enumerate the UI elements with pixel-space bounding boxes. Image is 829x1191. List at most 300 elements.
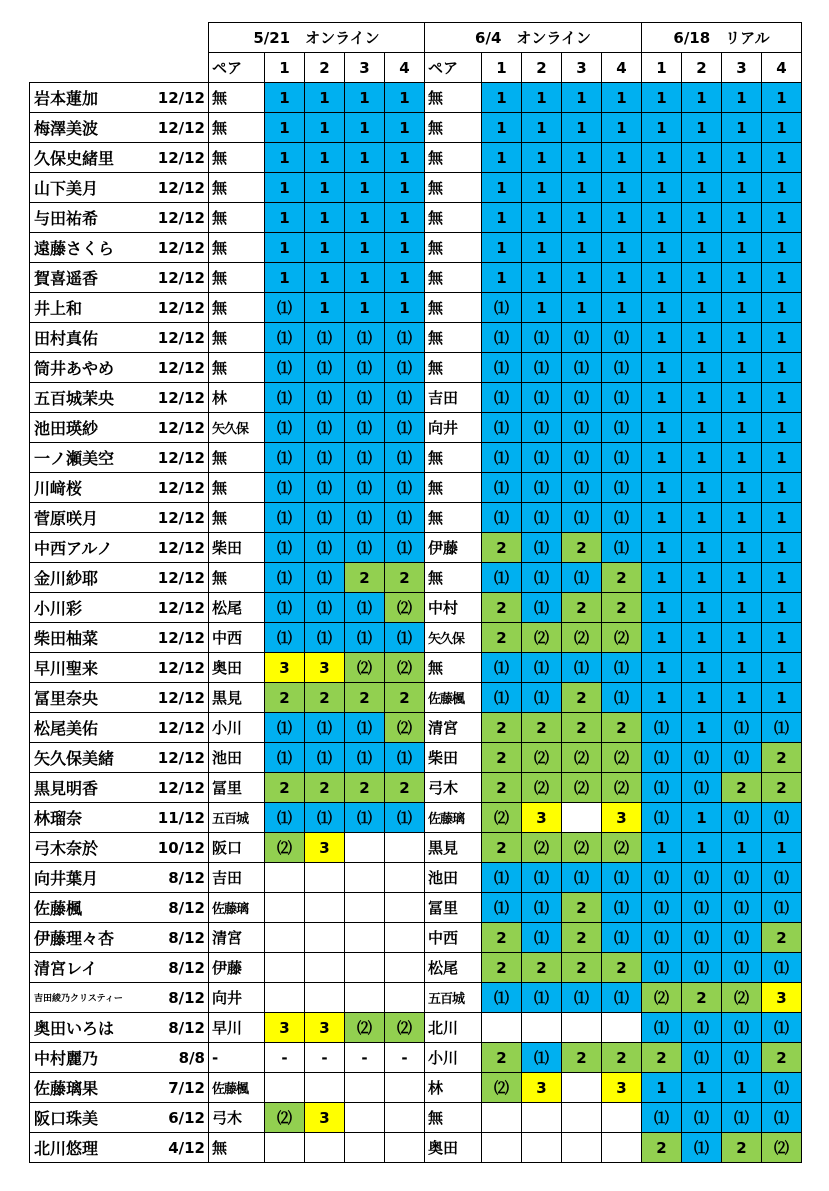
table-row (30, 683, 802, 713)
session-cell: 1 (482, 83, 522, 113)
pair-partner: 無 (209, 203, 265, 233)
session-cell (385, 983, 425, 1013)
session-cell: 1 (522, 293, 562, 323)
session-cell (345, 923, 385, 953)
session-cell: ⑴ (265, 743, 305, 773)
pair-partner: 無 (209, 263, 265, 293)
session-cell: 2 (385, 773, 425, 803)
session-cell: ⑴ (722, 713, 762, 743)
session-cell: ⑴ (265, 473, 305, 503)
session-cell: 1 (722, 113, 762, 143)
session-cell: ⑵ (642, 983, 682, 1013)
session-cell: ⑴ (265, 563, 305, 593)
session-cell: 2 (385, 563, 425, 593)
session-cell: 1 (722, 413, 762, 443)
session-cell (385, 1133, 425, 1163)
session-cell (522, 1103, 562, 1133)
pair-partner: 向井 (209, 983, 265, 1013)
table-row (30, 83, 802, 113)
session-cell: 1 (562, 233, 602, 263)
session-cell: ⑵ (522, 743, 562, 773)
session-cell: ⑵ (385, 653, 425, 683)
session-cell: ⑵ (562, 773, 602, 803)
session-cell: 2 (385, 683, 425, 713)
session-cell: 1 (682, 113, 722, 143)
session-cell: 3 (522, 803, 562, 833)
session-cell: 1 (385, 173, 425, 203)
table-row (30, 233, 802, 263)
session-cell: 2 (562, 713, 602, 743)
session-cell (305, 953, 345, 983)
session-cell: ⑴ (682, 1013, 722, 1043)
session-cell: 1 (345, 293, 385, 323)
session-cell: 1 (642, 83, 682, 113)
session-cell: 1 (642, 503, 682, 533)
session-cell: ⑴ (642, 953, 682, 983)
session-cell: 2 (562, 593, 602, 623)
session-cell: - (305, 1043, 345, 1073)
session-cell: ⑴ (602, 413, 642, 443)
attendance-score: 12/12 (152, 593, 209, 623)
session-cell: 1 (762, 443, 802, 473)
session-cell: ⑴ (305, 503, 345, 533)
member-name: 北川悠理 (30, 1133, 152, 1163)
session-cell: ⑵ (522, 623, 562, 653)
member-name: 中西アルノ (30, 533, 152, 563)
session-cell: ⑴ (522, 443, 562, 473)
session-cell: ⑴ (522, 473, 562, 503)
session-cell: ⑵ (265, 1103, 305, 1133)
session-cell: ⑴ (562, 323, 602, 353)
member-name: 矢久保美緒 (30, 743, 152, 773)
attendance-score: 12/12 (152, 533, 209, 563)
session-cell: ⑵ (265, 833, 305, 863)
session-cell (602, 1013, 642, 1043)
session-cell: ⑴ (385, 413, 425, 443)
session-cell: 2 (562, 683, 602, 713)
attendance-score: 8/8 (152, 1043, 209, 1073)
session-cell: ⑴ (762, 803, 802, 833)
session-cell: 3 (305, 1103, 345, 1133)
session-cell: 1 (722, 203, 762, 233)
session-cell: 1 (305, 233, 345, 263)
table-row (30, 203, 802, 233)
member-name: 川﨑桜 (30, 473, 152, 503)
session-cell: 2 (642, 1133, 682, 1163)
session-cell: 2 (482, 773, 522, 803)
session-cell: ⑵ (562, 833, 602, 863)
event-header: 5/21 オンライン (209, 23, 425, 53)
session-cell: 2 (562, 1043, 602, 1073)
session-cell: ⑴ (722, 1043, 762, 1073)
session-cell: 1 (722, 653, 762, 683)
session-cell: 3 (305, 653, 345, 683)
session-cell: ⑴ (522, 353, 562, 383)
table-row (30, 593, 802, 623)
session-cell (385, 893, 425, 923)
session-cell: ⑴ (482, 473, 522, 503)
session-cell: 1 (762, 173, 802, 203)
pair-header: ペア (425, 53, 482, 83)
session-cell (305, 923, 345, 953)
session-cell: 1 (682, 803, 722, 833)
table-row (30, 413, 802, 443)
member-name: 五百城茉央 (30, 383, 152, 413)
schedule-table (29, 22, 802, 1163)
session-cell: 1 (762, 323, 802, 353)
session-cell: ⑴ (482, 863, 522, 893)
session-cell: 2 (602, 563, 642, 593)
session-cell (562, 1103, 602, 1133)
session-cell: 1 (682, 473, 722, 503)
session-cell: ⑴ (345, 323, 385, 353)
pair-partner: 矢久保 (209, 413, 265, 443)
member-name: 弓木奈於 (30, 833, 152, 863)
session-cell: ⑴ (345, 353, 385, 383)
session-cell: 1 (722, 1073, 762, 1103)
session-cell: ⑴ (345, 383, 385, 413)
session-cell: 1 (642, 203, 682, 233)
session-cell (562, 1013, 602, 1043)
session-cell: 2 (762, 743, 802, 773)
pair-partner: 林 (209, 383, 265, 413)
session-cell: 1 (682, 713, 722, 743)
session-cell: 1 (722, 293, 762, 323)
session-cell: 1 (522, 83, 562, 113)
session-cell: ⑴ (522, 503, 562, 533)
session-cell (522, 1133, 562, 1163)
pair-partner: 無 (425, 83, 482, 113)
session-cell: ⑴ (562, 473, 602, 503)
session-cell: 1 (385, 293, 425, 323)
session-cell: ⑴ (305, 413, 345, 443)
session-cell: 1 (682, 533, 722, 563)
session-cell: ⑴ (385, 803, 425, 833)
session-cell: ⑴ (602, 353, 642, 383)
session-cell: ⑵ (602, 623, 642, 653)
session-cell: ⑴ (305, 323, 345, 353)
session-cell: 1 (682, 1073, 722, 1103)
session-cell: 1 (602, 113, 642, 143)
session-cell: 1 (522, 263, 562, 293)
session-cell: 1 (722, 173, 762, 203)
session-cell: 1 (762, 83, 802, 113)
member-name: 冨里奈央 (30, 683, 152, 713)
table-row (30, 743, 802, 773)
session-cell: 1 (482, 173, 522, 203)
session-cell: ⑴ (642, 863, 682, 893)
session-cell: 1 (385, 143, 425, 173)
session-cell: 1 (642, 353, 682, 383)
session-cell: 1 (345, 173, 385, 203)
session-cell: 1 (722, 383, 762, 413)
session-cell: 2 (482, 953, 522, 983)
pair-partner: 無 (209, 143, 265, 173)
member-name: 山下美月 (30, 173, 152, 203)
session-cell: ⑴ (305, 623, 345, 653)
session-cell (265, 1073, 305, 1103)
attendance-score: 8/12 (152, 1013, 209, 1043)
session-cell: 1 (642, 653, 682, 683)
pair-partner: 黒見 (209, 683, 265, 713)
pair-partner: 無 (425, 203, 482, 233)
session-cell (305, 1073, 345, 1103)
session-cell: 1 (682, 413, 722, 443)
pair-partner: 柴田 (209, 533, 265, 563)
session-cell: 1 (562, 83, 602, 113)
session-cell: ⑴ (385, 353, 425, 383)
pair-partner: 無 (425, 1103, 482, 1133)
member-name: 金川紗耶 (30, 563, 152, 593)
member-name: 一ノ瀬美空 (30, 443, 152, 473)
session-cell: 1 (345, 113, 385, 143)
table-row (30, 443, 802, 473)
pair-partner: 無 (425, 113, 482, 143)
attendance-score: 8/12 (152, 893, 209, 923)
session-cell: 1 (682, 563, 722, 593)
attendance-score: 10/12 (152, 833, 209, 863)
session-cell: ⑴ (482, 443, 522, 473)
session-cell: ⑵ (562, 623, 602, 653)
table-row (30, 893, 802, 923)
session-cell: ⑴ (722, 923, 762, 953)
session-cell: 3 (602, 1073, 642, 1103)
session-cell: ⑴ (482, 353, 522, 383)
session-cell: ⑴ (265, 593, 305, 623)
member-name: 筒井あやめ (30, 353, 152, 383)
session-cell: 1 (602, 143, 642, 173)
member-name: 奥田いろは (30, 1013, 152, 1043)
session-cell: ⑴ (482, 893, 522, 923)
session-cell: ⑴ (265, 383, 305, 413)
session-cell: 3 (305, 1013, 345, 1043)
table-row (30, 173, 802, 203)
session-cell: 1 (722, 593, 762, 623)
session-cell: 2 (762, 923, 802, 953)
session-cell: 1 (265, 83, 305, 113)
session-cell: 1 (642, 563, 682, 593)
session-cell: ⑴ (345, 503, 385, 533)
session-cell: 2 (482, 623, 522, 653)
session-cell: 1 (722, 263, 762, 293)
pair-partner: 弓木 (425, 773, 482, 803)
session-cell: 1 (482, 233, 522, 263)
session-cell: 1 (682, 353, 722, 383)
session-cell: ⑴ (385, 443, 425, 473)
pair-partner: 佐藤璃 (209, 893, 265, 923)
session-cell: 1 (722, 533, 762, 563)
session-cell: ⑴ (562, 983, 602, 1013)
session-cell: 1 (265, 263, 305, 293)
session-cell: ⑴ (562, 413, 602, 443)
session-cell (265, 953, 305, 983)
pair-partner: 伊藤 (425, 533, 482, 563)
session-cell: ⑵ (482, 803, 522, 833)
session-cell: 1 (265, 203, 305, 233)
session-cell: ⑵ (345, 1013, 385, 1043)
table-row (30, 533, 802, 563)
session-cell: 1 (642, 263, 682, 293)
member-name: 林瑠奈 (30, 803, 152, 833)
session-cell: 1 (642, 113, 682, 143)
session-cell: 1 (642, 233, 682, 263)
session-header: 1 (482, 53, 522, 83)
pair-partner: 無 (209, 353, 265, 383)
member-name: 小川彩 (30, 593, 152, 623)
session-cell: 1 (345, 143, 385, 173)
attendance-score: 12/12 (152, 113, 209, 143)
session-cell (305, 893, 345, 923)
session-cell: 1 (762, 353, 802, 383)
member-name: 梅澤美波 (30, 113, 152, 143)
pair-partner: 無 (425, 173, 482, 203)
session-cell: 3 (522, 1073, 562, 1103)
session-cell: 1 (642, 593, 682, 623)
session-cell: 1 (642, 323, 682, 353)
session-cell: ⑴ (345, 533, 385, 563)
table-row (30, 773, 802, 803)
session-cell (345, 983, 385, 1013)
session-cell: 1 (522, 173, 562, 203)
session-cell: ⑴ (602, 323, 642, 353)
session-cell: ⑴ (522, 323, 562, 353)
session-cell: ⑴ (602, 863, 642, 893)
session-cell: ⑴ (305, 803, 345, 833)
session-cell: ⑴ (722, 803, 762, 833)
session-cell: 2 (722, 1133, 762, 1163)
session-cell: 2 (522, 713, 562, 743)
attendance-score: 12/12 (152, 353, 209, 383)
session-cell: ⑴ (482, 503, 522, 533)
session-cell: 1 (722, 443, 762, 473)
session-cell: ⑴ (522, 1043, 562, 1073)
session-cell: 2 (562, 533, 602, 563)
session-cell: ⑴ (305, 533, 345, 563)
pair-partner: 無 (209, 233, 265, 263)
session-cell: ⑴ (602, 443, 642, 473)
session-cell: 1 (682, 593, 722, 623)
session-cell: 1 (305, 113, 345, 143)
attendance-score: 12/12 (152, 383, 209, 413)
pair-partner: 中西 (425, 923, 482, 953)
session-cell: 1 (385, 263, 425, 293)
session-cell: ⑴ (482, 383, 522, 413)
member-name: 松尾美佑 (30, 713, 152, 743)
session-cell: 1 (722, 233, 762, 263)
session-cell: ⑴ (682, 743, 722, 773)
session-cell: ⑴ (682, 1043, 722, 1073)
session-cell: 1 (482, 143, 522, 173)
session-cell: ⑴ (265, 503, 305, 533)
session-cell: 1 (642, 413, 682, 443)
session-cell: ⑴ (762, 893, 802, 923)
session-cell: 1 (602, 203, 642, 233)
session-cell: ⑴ (305, 353, 345, 383)
session-cell: 1 (682, 833, 722, 863)
session-cell (385, 1103, 425, 1133)
session-cell: ⑴ (345, 443, 385, 473)
session-cell: ⑵ (385, 593, 425, 623)
session-cell (385, 1073, 425, 1103)
session-cell: 1 (642, 533, 682, 563)
member-name: 黒見明香 (30, 773, 152, 803)
pair-partner: 小川 (425, 1043, 482, 1073)
pair-partner: 吉田 (209, 863, 265, 893)
pair-partner: 池田 (425, 863, 482, 893)
member-name: 岩本蓮加 (30, 83, 152, 113)
session-cell (562, 803, 602, 833)
session-cell: 1 (682, 203, 722, 233)
session-cell: 2 (482, 1043, 522, 1073)
session-cell: 1 (682, 173, 722, 203)
session-cell: 1 (682, 323, 722, 353)
member-name: 菅原咲月 (30, 503, 152, 533)
session-cell: 3 (265, 1013, 305, 1043)
session-cell: ⑴ (305, 473, 345, 503)
session-cell: 2 (522, 953, 562, 983)
session-cell: ⑴ (265, 533, 305, 563)
attendance-score: 12/12 (152, 203, 209, 233)
attendance-score: 12/12 (152, 503, 209, 533)
member-name: 吉田綾乃クリスティー (30, 983, 152, 1013)
session-cell (265, 863, 305, 893)
session-cell: ⑴ (305, 563, 345, 593)
session-cell: ⑴ (345, 413, 385, 443)
session-cell: ⑴ (265, 323, 305, 353)
member-name: 清宮レイ (30, 953, 152, 983)
session-cell (305, 863, 345, 893)
pair-partner: 林 (425, 1073, 482, 1103)
session-cell: 1 (762, 503, 802, 533)
pair-partner: 無 (209, 473, 265, 503)
session-cell (265, 983, 305, 1013)
session-cell: 1 (265, 173, 305, 203)
session-cell (265, 1133, 305, 1163)
session-cell: 2 (305, 683, 345, 713)
session-cell: 1 (602, 83, 642, 113)
table-row (30, 953, 802, 983)
session-cell: ⑴ (562, 443, 602, 473)
table-row (30, 923, 802, 953)
session-cell: ⑴ (305, 713, 345, 743)
session-cell: ⑴ (602, 383, 642, 413)
attendance-score: 12/12 (152, 713, 209, 743)
attendance-score: 12/12 (152, 743, 209, 773)
session-cell (345, 1073, 385, 1103)
session-cell: ⑴ (385, 323, 425, 353)
member-name: 伊藤理々杏 (30, 923, 152, 953)
session-cell: 1 (682, 143, 722, 173)
session-cell: 2 (265, 683, 305, 713)
pair-partner: 無 (425, 233, 482, 263)
table-row (30, 503, 802, 533)
pair-partner: 無 (425, 563, 482, 593)
pair-partner: 佐藤璃 (425, 803, 482, 833)
session-cell: 1 (762, 383, 802, 413)
member-name: 久保史緒里 (30, 143, 152, 173)
session-cell: ⑴ (265, 413, 305, 443)
session-cell: ⑴ (522, 533, 562, 563)
session-cell: 1 (642, 143, 682, 173)
session-cell: 2 (642, 1043, 682, 1073)
attendance-score: 12/12 (152, 263, 209, 293)
session-cell: 2 (562, 953, 602, 983)
member-name: 与田祐希 (30, 203, 152, 233)
session-cell: ⑴ (522, 893, 562, 923)
pair-partner: 奥田 (425, 1133, 482, 1163)
session-cell: 2 (482, 743, 522, 773)
attendance-score: 12/12 (152, 83, 209, 113)
